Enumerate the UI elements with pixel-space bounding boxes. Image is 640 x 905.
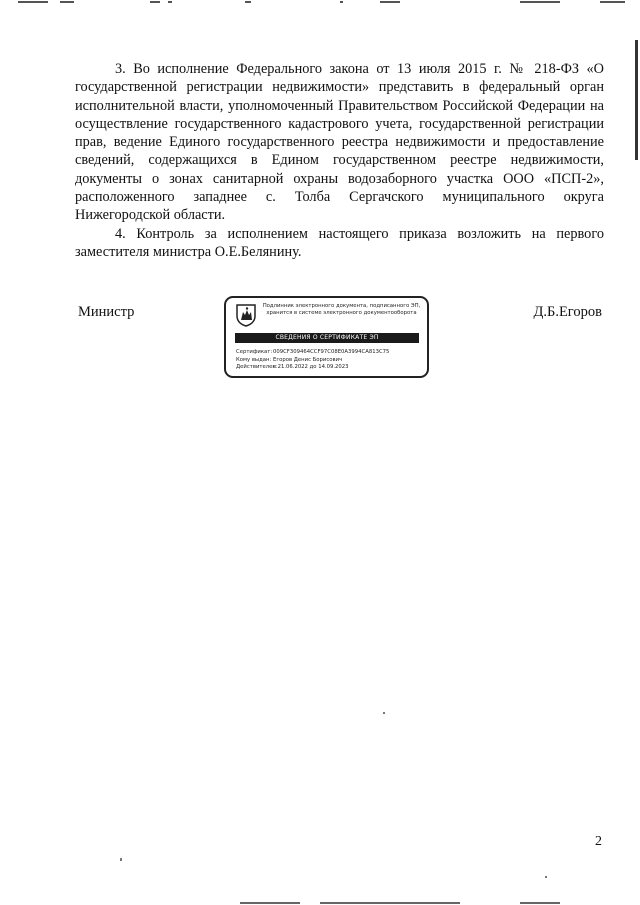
validity-value: с 21.06.2022 до 14.09.2023: [273, 364, 349, 371]
stamp-note: Подлинник электронного документа, подписанного ЭП, хранится в системе электронного документооборота: [262, 303, 421, 316]
issued-to-value: Егоров Денис Борисович: [273, 356, 343, 363]
issued-to-label: Кому выдан:: [236, 356, 272, 363]
stamp-details: [236, 349, 389, 372]
certificate-value: 009CF309464CCF97C08E0A3994CA813C75: [273, 349, 390, 355]
scan-artifact-right-edge: [635, 40, 638, 160]
scan-speck: [120, 858, 122, 861]
certificate-row: [236, 349, 389, 357]
stamp-header: СВЕДЕНИЯ О СЕРТИФИКАТЕ ЭП: [235, 333, 419, 343]
electronic-signature-stamp: [224, 296, 429, 378]
signatory-title: Министр: [78, 304, 135, 320]
nizhny-novgorod-emblem-icon: [235, 303, 257, 327]
certificate-label: Сертификат:: [236, 349, 273, 355]
scan-artifact-top: [0, 0, 640, 8]
scan-speck: [383, 712, 385, 714]
paragraph-4: 4. Контроль за исполнением настоящего приказа возложить на первого заместителя министра О.Е.Белянину.: [75, 225, 604, 260]
signatory-name: Д.Б.Егоров: [533, 304, 602, 320]
paragraph-3: 3. Во исполнение Федерального закона от 13 июля 2015 г. № 218-ФЗ «О государственной регистрации недвижимости» представить в федеральный орган исполнительной власти, уполномоченный Правительством Российской Федерации на осуществление государственного кадастрового учета, государственной регистрации прав, ведение Единого государственного реестра недвижимости и предоставление сведений, содержащихся в Едином государственном реестре недвижимости, документы о зонах санитарной охраны водозаборного участка ООО «ПСП-2», расположенного западнее с. Толба Сергачского муниципального округа Нижегородской области.: [75, 61, 604, 224]
order-text: [75, 60, 604, 261]
scan-artifact-bottom: [0, 899, 640, 905]
validity-row: [236, 364, 389, 372]
validity-label: Действителен:: [236, 364, 278, 371]
scan-speck: [545, 876, 547, 878]
page-number: 2: [595, 834, 602, 849]
